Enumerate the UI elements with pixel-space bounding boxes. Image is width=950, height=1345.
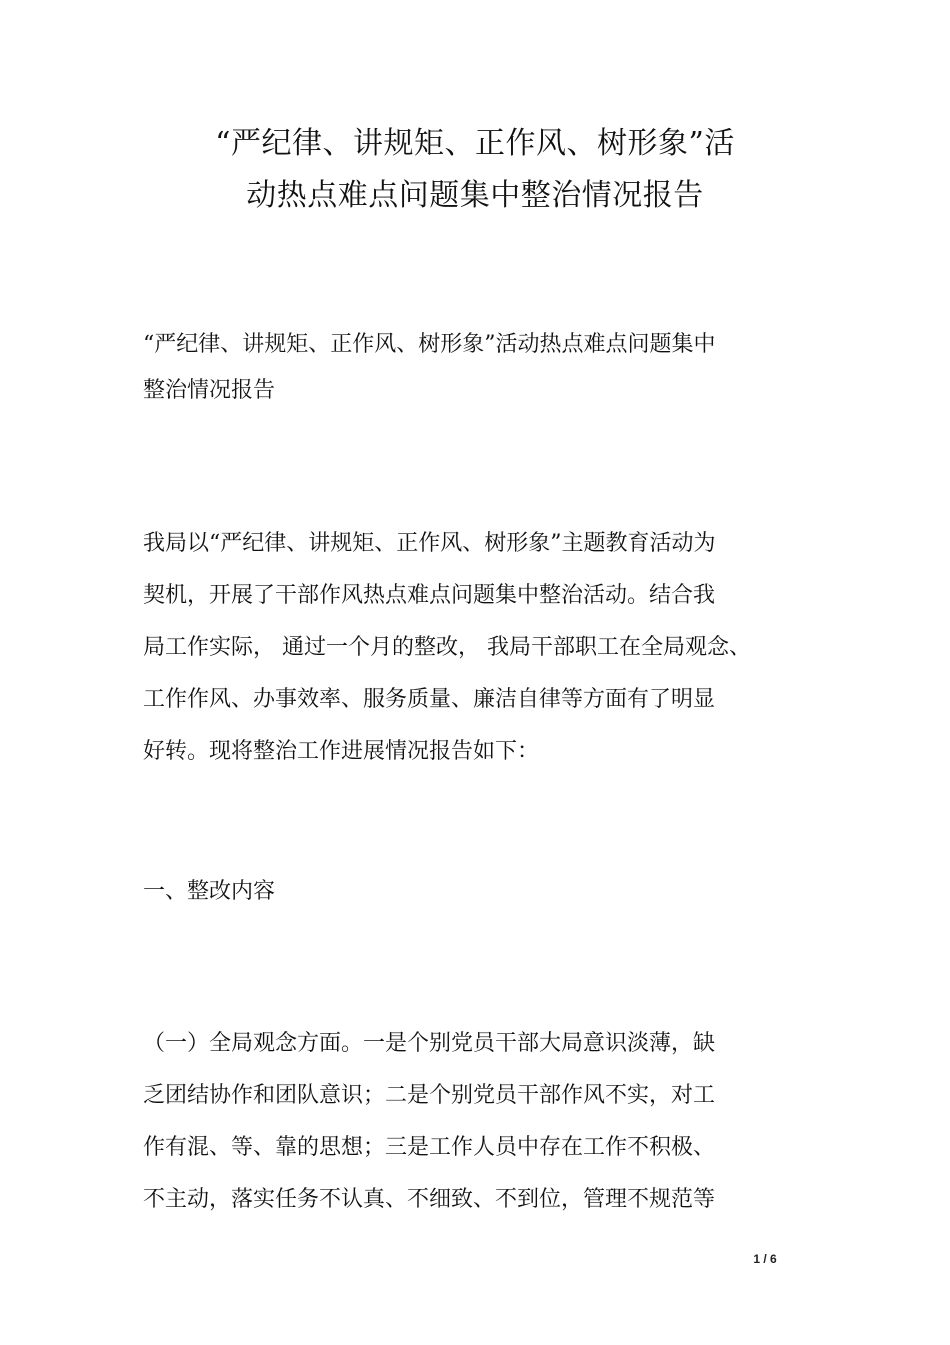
- document-title: [150, 118, 800, 222]
- title-line: “严纪律、讲规矩、正作风、树形象”活: [215, 126, 735, 161]
- paragraph-line: 工作作风、办事效率、服务质量、廉洁自律等方面有了明显: [143, 687, 716, 712]
- paragraph-line: 乏团结协作和团队意识；二是个别党员干部作风不实，对工: [143, 1083, 716, 1108]
- title-line: 动热点难点问题集中整治情况报告: [246, 178, 704, 213]
- paragraph-line: 我局以“严纪律、讲规矩、正作风、树形象”主题教育活动为: [143, 531, 716, 556]
- subtitle-line: “严纪律、讲规矩、正作风、树形象”活动热点难点问题集中: [143, 332, 716, 357]
- section1-paragraph: [143, 1018, 803, 1226]
- paragraph-line: 好转。现将整治工作进展情况报告如下：: [143, 739, 540, 764]
- paragraph-line: 不主动，落实任务不认真、不细致、不到位，管理不规范等: [143, 1187, 716, 1212]
- paragraph-line: 作有混、等、靠的思想；三是工作人员中存在工作不积极、: [143, 1135, 716, 1160]
- section-heading: 一、整改内容: [143, 879, 276, 904]
- paragraph-line: （一）全局观念方面。一是个别党员干部大局意识淡薄，缺: [143, 1031, 716, 1056]
- subtitle-line: 整治情况报告: [143, 378, 276, 403]
- intro-paragraph: [143, 518, 803, 778]
- document-subtitle: [143, 322, 793, 414]
- paragraph-line: 契机，开展了干部作风热点难点问题集中整治活动。结合我: [143, 583, 716, 608]
- page-number: 1 / 6: [753, 1252, 777, 1266]
- paragraph-line: 局工作实际， 通过一个月的整改， 我局干部职工在全局观念、: [143, 635, 751, 660]
